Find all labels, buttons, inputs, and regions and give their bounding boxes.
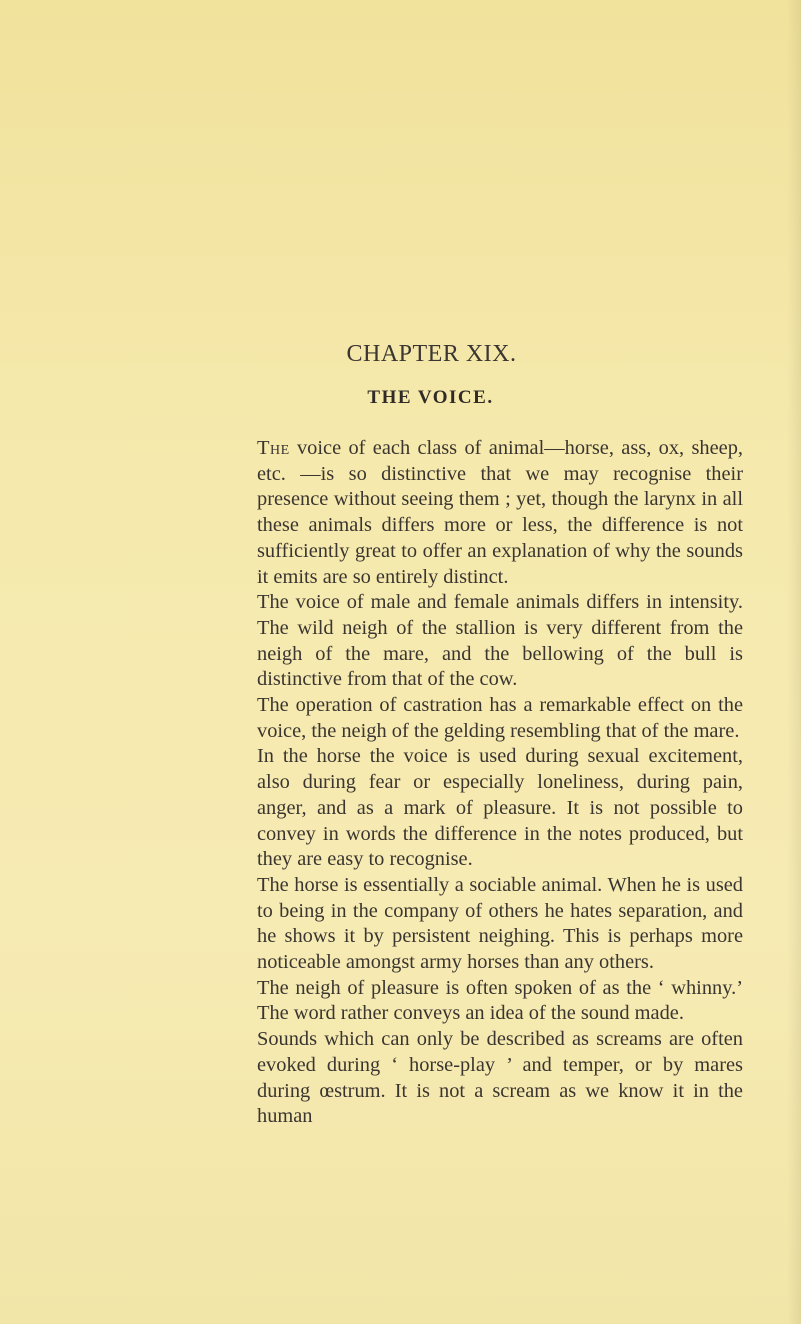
- paragraph: [257, 693, 743, 744]
- paragraph: [257, 976, 743, 1027]
- paragraph: [257, 590, 743, 693]
- page-edge-shadow: [787, 0, 801, 1324]
- paragraph-lead-word: The: [257, 437, 290, 459]
- paragraph-text: The horse is essentially a sociable animal. When he is used to being in the company of others he hates separation, and he shows it by persistent neighing. This is perhaps more noticeable amongst army horses than any others.: [257, 873, 743, 974]
- paragraph-text: The neigh of pleasure is often spoken of as the ‘ whinny.’ The word rather conveys an idea of the sound made.: [257, 976, 743, 1025]
- paragraph-text: The voice of male and female animals differs in intensity. The wild neigh of the stallion is very different from the neigh of the mare, and the bellowing of the bull is distinctive from that of the cow.: [257, 591, 743, 691]
- chapter-heading: [0, 341, 801, 368]
- paragraph-text: The operation of castration has a remarkable effect on the voice, the neigh of the gelding resembling that of the mare.: [257, 694, 743, 742]
- paragraph-text: In the horse the voice is used during sexual excitement, also during fear or especially loneliness, during pain, anger, and as a mark of pleasure. It is not possible to convey in words the difference in the notes produced, but they are easy to recognise.: [257, 745, 743, 871]
- paragraph: [257, 436, 743, 590]
- section-title: [0, 387, 801, 409]
- paragraph: [257, 744, 743, 873]
- chapter-number: CHAPTER XIX.: [346, 341, 517, 367]
- paragraph: [257, 1027, 743, 1130]
- body-text: [257, 436, 743, 1130]
- paragraph-text: Sounds which can only be described as screams are often evoked during ‘ horse-play ’ and temper, or by mares during œstrum. It is not a scream as we know it in the human: [257, 1028, 743, 1128]
- paragraph-text: voice of each class of animal—horse, ass, ox, sheep, etc. —is so distinctive that we may recognise their presence without seeing them ; yet, though the larynx in all these animals differs more or less, the difference is not sufficiently great to offer an explanation of why the sounds it emits are so entirely distinct.: [257, 437, 743, 588]
- chapter-title: THE VOICE.: [367, 387, 494, 408]
- paragraph: [257, 873, 743, 976]
